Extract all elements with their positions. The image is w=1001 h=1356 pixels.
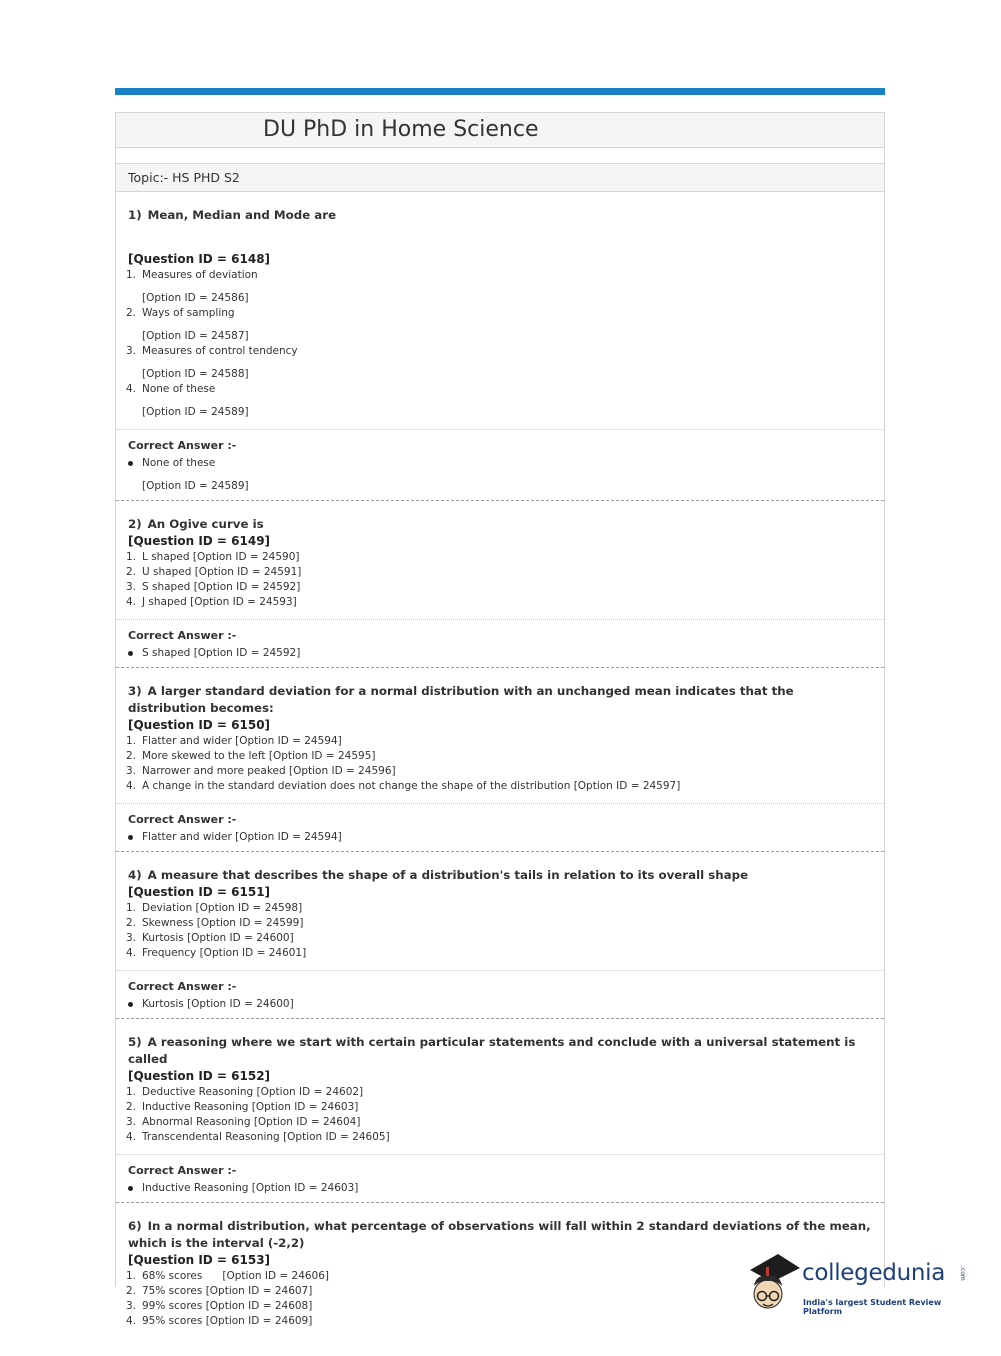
correct-answer-label: Correct Answer :-	[128, 980, 237, 993]
correct-answer-section	[116, 803, 884, 851]
option-item: 3. Kurtosis [Option ID = 24600]	[126, 932, 294, 944]
question-text: 5) A reasoning where we start with certain particular statements and conclude with a universal statement is called	[128, 1035, 856, 1066]
correct-answer-label: Correct Answer :-	[128, 629, 237, 642]
option-item: 4. J shaped [Option ID = 24593]	[126, 596, 297, 608]
question-text: 6) In a normal distribution, what percentage of observations will fall within 2 standard deviations of the mean, which is the interval (-2,2)	[128, 1219, 871, 1250]
question-text: 2) An Ogive curve is	[128, 517, 264, 531]
option-list	[128, 268, 872, 420]
option-item: 3. Measures of control tendency	[126, 345, 298, 357]
option-item: 2. Ways of sampling	[126, 307, 235, 319]
correct-answer-label: Correct Answer :-	[128, 439, 237, 452]
correct-answer-label: Correct Answer :-	[128, 813, 237, 826]
option-id: [Option ID = 24589]	[142, 406, 249, 418]
collegedunia-logo[interactable]	[742, 1250, 972, 1320]
question-2	[116, 501, 884, 619]
option-id: [Option ID = 24587]	[142, 330, 249, 342]
correct-answer-value: None of these	[128, 456, 872, 471]
logo-wordmark: collegedunia	[802, 1260, 946, 1286]
option-item: 3. Abnormal Reasoning [Option ID = 24604]	[126, 1116, 361, 1128]
top-accent-bar	[115, 88, 885, 95]
option-id: [Option ID = 24586]	[142, 292, 249, 304]
question-text: 4) A measure that describes the shape of a distribution's tails in relation to its overall shape	[128, 868, 749, 882]
option-list	[128, 550, 872, 610]
bullet-icon	[128, 1002, 133, 1007]
logo-domain: .com	[959, 1266, 966, 1281]
question-text: 3) A larger standard deviation for a normal distribution with an unchanged mean indicates that the distribution becomes:	[128, 684, 794, 715]
question-5	[116, 1019, 884, 1154]
question-id: [Question ID = 6150]	[128, 718, 271, 732]
option-item: 4. Frequency [Option ID = 24601]	[126, 947, 307, 959]
page-title: DU PhD in Home Science	[263, 117, 539, 142]
question-id: [Question ID = 6149]	[128, 534, 271, 548]
option-list	[128, 734, 872, 794]
option-id: [Option ID = 24589]	[142, 480, 249, 492]
correct-answer-section	[116, 1154, 884, 1202]
option-item: 2. More skewed to the left [Option ID = 24595]	[126, 750, 376, 762]
question-id: [Question ID = 6151]	[128, 885, 271, 899]
correct-answer-value: S shaped [Option ID = 24592]	[128, 646, 872, 661]
question-id: [Question ID = 6148]	[128, 252, 271, 266]
logo-tagline: India's largest Student Review Platform	[803, 1298, 942, 1316]
correct-answer-section	[116, 619, 884, 667]
option-item: 1. 68% scores [Option ID = 24606]	[126, 1270, 330, 1282]
bullet-icon	[128, 1186, 133, 1191]
option-item: 1. L shaped [Option ID = 24590]	[126, 551, 300, 563]
correct-answer-label: Correct Answer :-	[128, 1164, 237, 1177]
question-id: [Question ID = 6153]	[128, 1253, 271, 1267]
bullet-icon	[128, 651, 133, 656]
option-item: 3. S shaped [Option ID = 24592]	[126, 581, 301, 593]
option-item: 1. Flatter and wider [Option ID = 24594]	[126, 735, 342, 747]
option-item: 2. Inductive Reasoning [Option ID = 24603]	[126, 1101, 359, 1113]
correct-answer-section	[116, 970, 884, 1018]
question-text: 1) Mean, Median and Mode are	[128, 208, 337, 222]
option-item: 3. 99% scores [Option ID = 24608]	[126, 1300, 313, 1312]
question-1	[116, 192, 884, 420]
option-item: 4. A change in the standard deviation does not change the shape of the distribution [Option ID = 24597]	[126, 780, 681, 792]
title-bar	[116, 112, 884, 148]
option-item: 2. U shaped [Option ID = 24591]	[126, 566, 302, 578]
option-item: 1. Measures of deviation	[126, 269, 258, 281]
correct-answer-value: Inductive Reasoning [Option ID = 24603]	[128, 1181, 872, 1196]
bullet-icon	[128, 835, 133, 840]
option-item: 1. Deductive Reasoning [Option ID = 24602]	[126, 1086, 364, 1098]
correct-answer-value: Flatter and wider [Option ID = 24594]	[128, 830, 872, 845]
option-item: 2. Skewness [Option ID = 24599]	[126, 917, 304, 929]
option-item: 4. Transcendental Reasoning [Option ID = 24605]	[126, 1131, 390, 1143]
option-item: 2. 75% scores [Option ID = 24607]	[126, 1285, 313, 1297]
bullet-icon	[128, 461, 133, 466]
option-item: 4. None of these	[126, 383, 216, 395]
option-item: 1. Deviation [Option ID = 24598]	[126, 902, 303, 914]
option-list	[128, 901, 872, 961]
correct-answer-section	[116, 429, 884, 500]
question-3	[116, 668, 884, 803]
question-4	[116, 852, 884, 970]
option-id: [Option ID = 24588]	[142, 368, 249, 380]
option-item: 4. 95% scores [Option ID = 24609]	[126, 1315, 313, 1327]
question-id: [Question ID = 6152]	[128, 1069, 271, 1083]
mascot-icon	[742, 1250, 802, 1316]
correct-answer-value: Kurtosis [Option ID = 24600]	[128, 997, 872, 1012]
topic-label: Topic:- HS PHD S2	[116, 164, 884, 192]
option-list	[128, 1085, 872, 1145]
option-item: 3. Narrower and more peaked [Option ID = 24596]	[126, 765, 396, 777]
